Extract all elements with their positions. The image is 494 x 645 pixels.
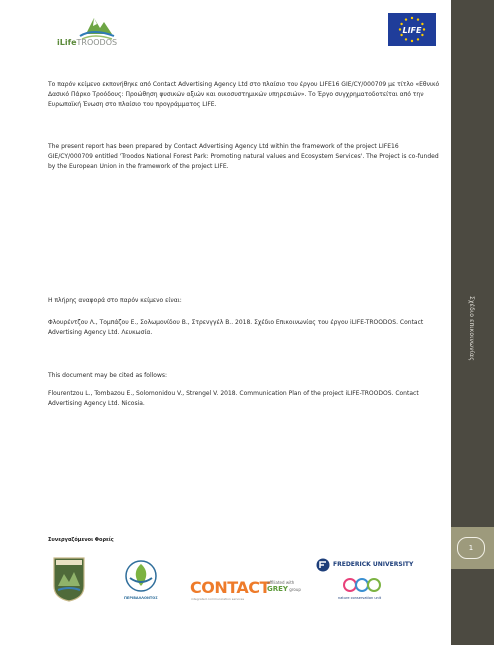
greek-intro-paragraph: Το παρόν κείμενο εκπονήθηκε από Contact Advertising Agency Ltd στο πλαίσιο του έργου LIFE16 GIE/CY/000709 με τίτλο «Εθνικό Δασικό Πάρκο Τροόδους: Προώθηση φυσικών αξιών και οικοσυστημικών υπηρεσιών». Το Έργο συγχρηματοδοτείται από την Ευρωπαϊκή Ένωση στο πλαίσιο του προγράμματος LIFE. bbox=[48, 81, 440, 108]
eu-life-logo bbox=[388, 13, 436, 46]
frederick-university-emblem-icon bbox=[316, 558, 330, 572]
eu-life-text: LIFE bbox=[402, 26, 422, 35]
frederick-university-logo: FREDERICK UNIVERSITY bbox=[333, 561, 414, 568]
grey-suffix: group bbox=[289, 587, 301, 592]
nature-conservation-unit-label: nature conservation unit bbox=[338, 596, 382, 600]
contact-logo: CONTACT bbox=[190, 578, 270, 597]
contact-logo-subtitle: integrated communication services bbox=[191, 597, 245, 601]
english-intro-paragraph: The present report has been prepared by Contact Advertising Agency Ltd within the framework of the project LIFE16 GIE/CY/000709 entitled 'Troodos National Forest Park: Promoting natural values and Ecosystem Services'. The Project is co-funded by the European Union in the framework of the project LIFE. bbox=[48, 143, 439, 170]
ilife-troodos-wordmark bbox=[57, 38, 117, 47]
ilife-brand: iLife bbox=[57, 38, 77, 47]
grey-prefix: affiliated with bbox=[267, 580, 295, 585]
ilife-suffix: TROODOS bbox=[76, 38, 118, 47]
grey-group-logo bbox=[267, 580, 301, 593]
nature-conservation-unit-logo bbox=[342, 577, 382, 593]
greek-citation-label: Η πλήρης αναφορά στο παρόν κείμενο είναι: bbox=[48, 297, 182, 304]
english-citation-label: This document may be cited as follows: bbox=[48, 372, 168, 379]
environment-department-label: ΠΕΡΙΒΑΛΛΟΝΤΟΣ bbox=[124, 596, 158, 600]
environment-department-logo bbox=[120, 556, 162, 598]
forest-department-logo bbox=[52, 556, 86, 602]
partners-title: Συνεργαζόμενοι Φορείς bbox=[48, 537, 114, 543]
grey-wordmark: GREY bbox=[267, 585, 288, 593]
page-number: 1 bbox=[457, 537, 485, 559]
english-citation: Flourentzou L., Tombazou E., Solomonidou V., Strengel V. 2018. Communication Plan of the project iLIFE-TROODOS. Contact Advertising Agency Ltd. Nicosia. bbox=[48, 390, 419, 407]
sidebar-section-label: Σχέδιο επικοινωνίας bbox=[468, 295, 475, 361]
greek-citation: Φλουρέντζου Λ., Τομπάζου Ε., Σολωμονίδου Β., Στρενγγέλ Β.. 2018. Σχέδιο Επικοινωνίας του έργου iLIFE-TROODOS. Contact Advertising Agency Ltd. Λευκωσία. bbox=[48, 319, 424, 336]
